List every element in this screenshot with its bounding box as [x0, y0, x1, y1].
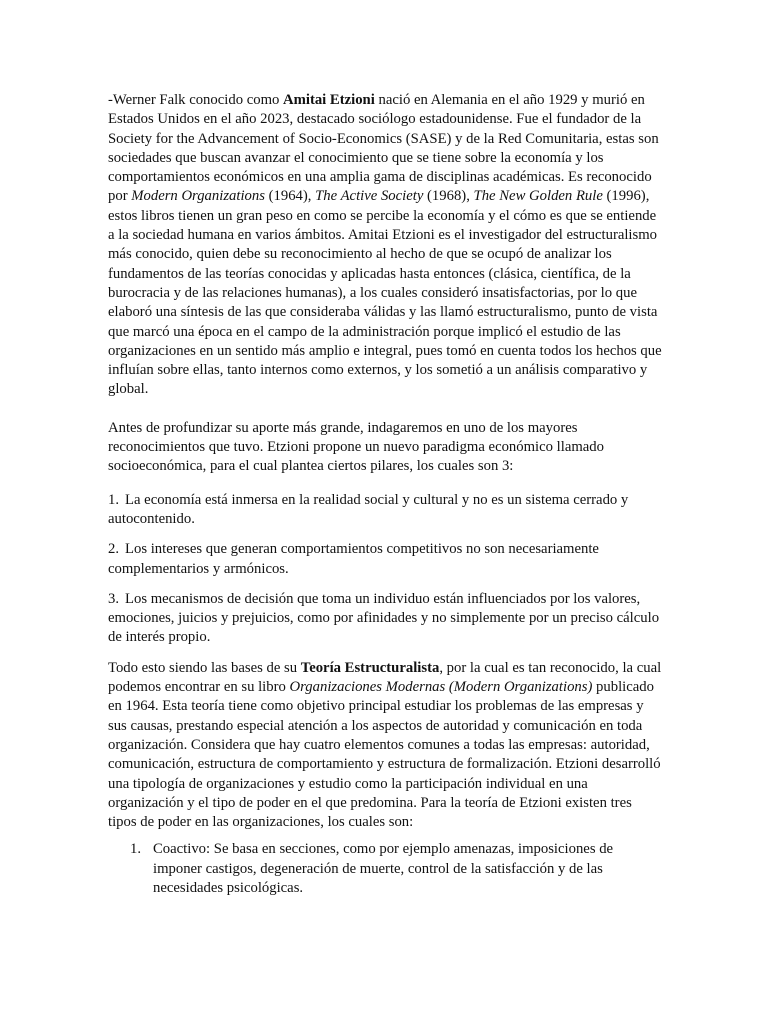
- bold-theory-name: Teoría Estructuralista: [300, 659, 440, 676]
- book-title: Organizaciones Modernas (Modern Organizations): [289, 679, 593, 696]
- text-run: -Werner Falk conocido como: [108, 92, 284, 108]
- pillar-item: [108, 590, 664, 648]
- list-text: Coactivo: Se basa en secciones, como por ejemplo amenazas, imposiciones de imponer castigos, degeneración de muerte, control de la satisfacción y de las necesidades psicológicas.: [153, 841, 614, 896]
- paragraph-intro-pillars: Antes de profundizar su aporte más grande, indagaremos en uno de los mayores reconocimientos que tuvo. Etzioni propone un nuevo paradigma económico llamado socioeconómica, para el cual plantea ciertos pilares, los cuales son 3:: [108, 419, 604, 475]
- text-run: (1968),: [423, 188, 474, 205]
- paragraph-structuralist-theory: [108, 659, 664, 833]
- book-title: The Active Society: [315, 188, 424, 205]
- pillar-item: [108, 540, 664, 579]
- list-number: 2.: [108, 541, 120, 558]
- text-run: (1964),: [264, 188, 316, 205]
- text-run: nació en Alemania en el año 1929 y murió en Estados Unidos en el año 2023, destacado sociólogo estadounidense. Fue el fundador de la Society for the Advancement of Socio-Economics (SASE) y de la Red Comunitaria, estas son sociedades que buscan avanzar el conocimiento que se tiene sobre la economía y los comportamientos económicos en una amplia gama de disciplinas académicas. Es reconocido por: [108, 92, 659, 205]
- list-text: Los intereses que generan comportamientos competitivos no son necesariamente complementarios y armónicos.: [108, 541, 599, 577]
- list-number: 1.: [108, 491, 120, 508]
- text-run: (1996), estos libros tienen un gran peso en como se percibe la economía y el cómo es que se entiende a la sociedad humana en varios ámbitos. Amitai Etzioni es el investigador del estructuralismo más conocido, quien debe su reconocimiento al hecho de que se ocupó de analizar los fundamentos de las teorías conocidas y aplicadas hasta entonces (clásica, científica, de la burocracia y de las relaciones humanas), a los cuales consideró insatisfactorias, por lo que elaboró una síntesis de las que consideraba válidas y las llamó estructuralismo, punto de vista que marcó una época en el campo de la administración porque implicó el estudio de las organizaciones en un sentido más amplio e integral, pues tomó en cuenta todos los hechos que influían sobre ellas, tanto internos como externos, y los sometió a un análisis comparativo y global.: [108, 188, 662, 398]
- list-number: 1.: [130, 841, 142, 858]
- text-run: , por la cual es tan reconocido, la cual podemos encontrar en su libro: [108, 659, 662, 696]
- list-text: La economía está inmersa en la realidad social y cultural y no es un sistema cerrado y autocontenido.: [108, 491, 629, 527]
- power-types-list: [108, 840, 664, 898]
- text-run: Todo esto siendo las bases de su: [108, 659, 301, 676]
- book-title: Modern Organizations: [131, 188, 265, 205]
- bold-name: Amitai Etzioni: [283, 92, 375, 108]
- power-item: [108, 840, 664, 898]
- document-page: [108, 91, 664, 898]
- pillar-item: [108, 491, 664, 530]
- list-text: Los mecanismos de decisión que toma un individuo están influenciados por los valores, emociones, juicios y prejuicios, como por afinidades y no simplemente por un preciso cálculo de interés propio.: [108, 590, 660, 646]
- book-title: The New Golden Rule: [473, 188, 603, 205]
- paragraph-biography: [108, 91, 664, 400]
- pillars-list: [108, 491, 664, 648]
- list-number: 3.: [108, 590, 120, 607]
- text-run: publicado en 1964. Esta teoría tiene como objetivo principal estudiar los problemas de las empresas y sus causas, prestando especial atención a los aspectos de autoridad y comunicación en toda organización. Considera que hay cuatro elementos comunes a todas las empresas: autoridad, comunicación, estructura de comportamiento y estructura de formalización. Etzioni desarrolló una tipología de organizaciones y estudio como la participación individual en una organización y el tipo de poder en el que predomina. Para la teoría de Etzioni existen tres tipos de poder en las organizaciones, los cuales son:: [108, 679, 661, 831]
